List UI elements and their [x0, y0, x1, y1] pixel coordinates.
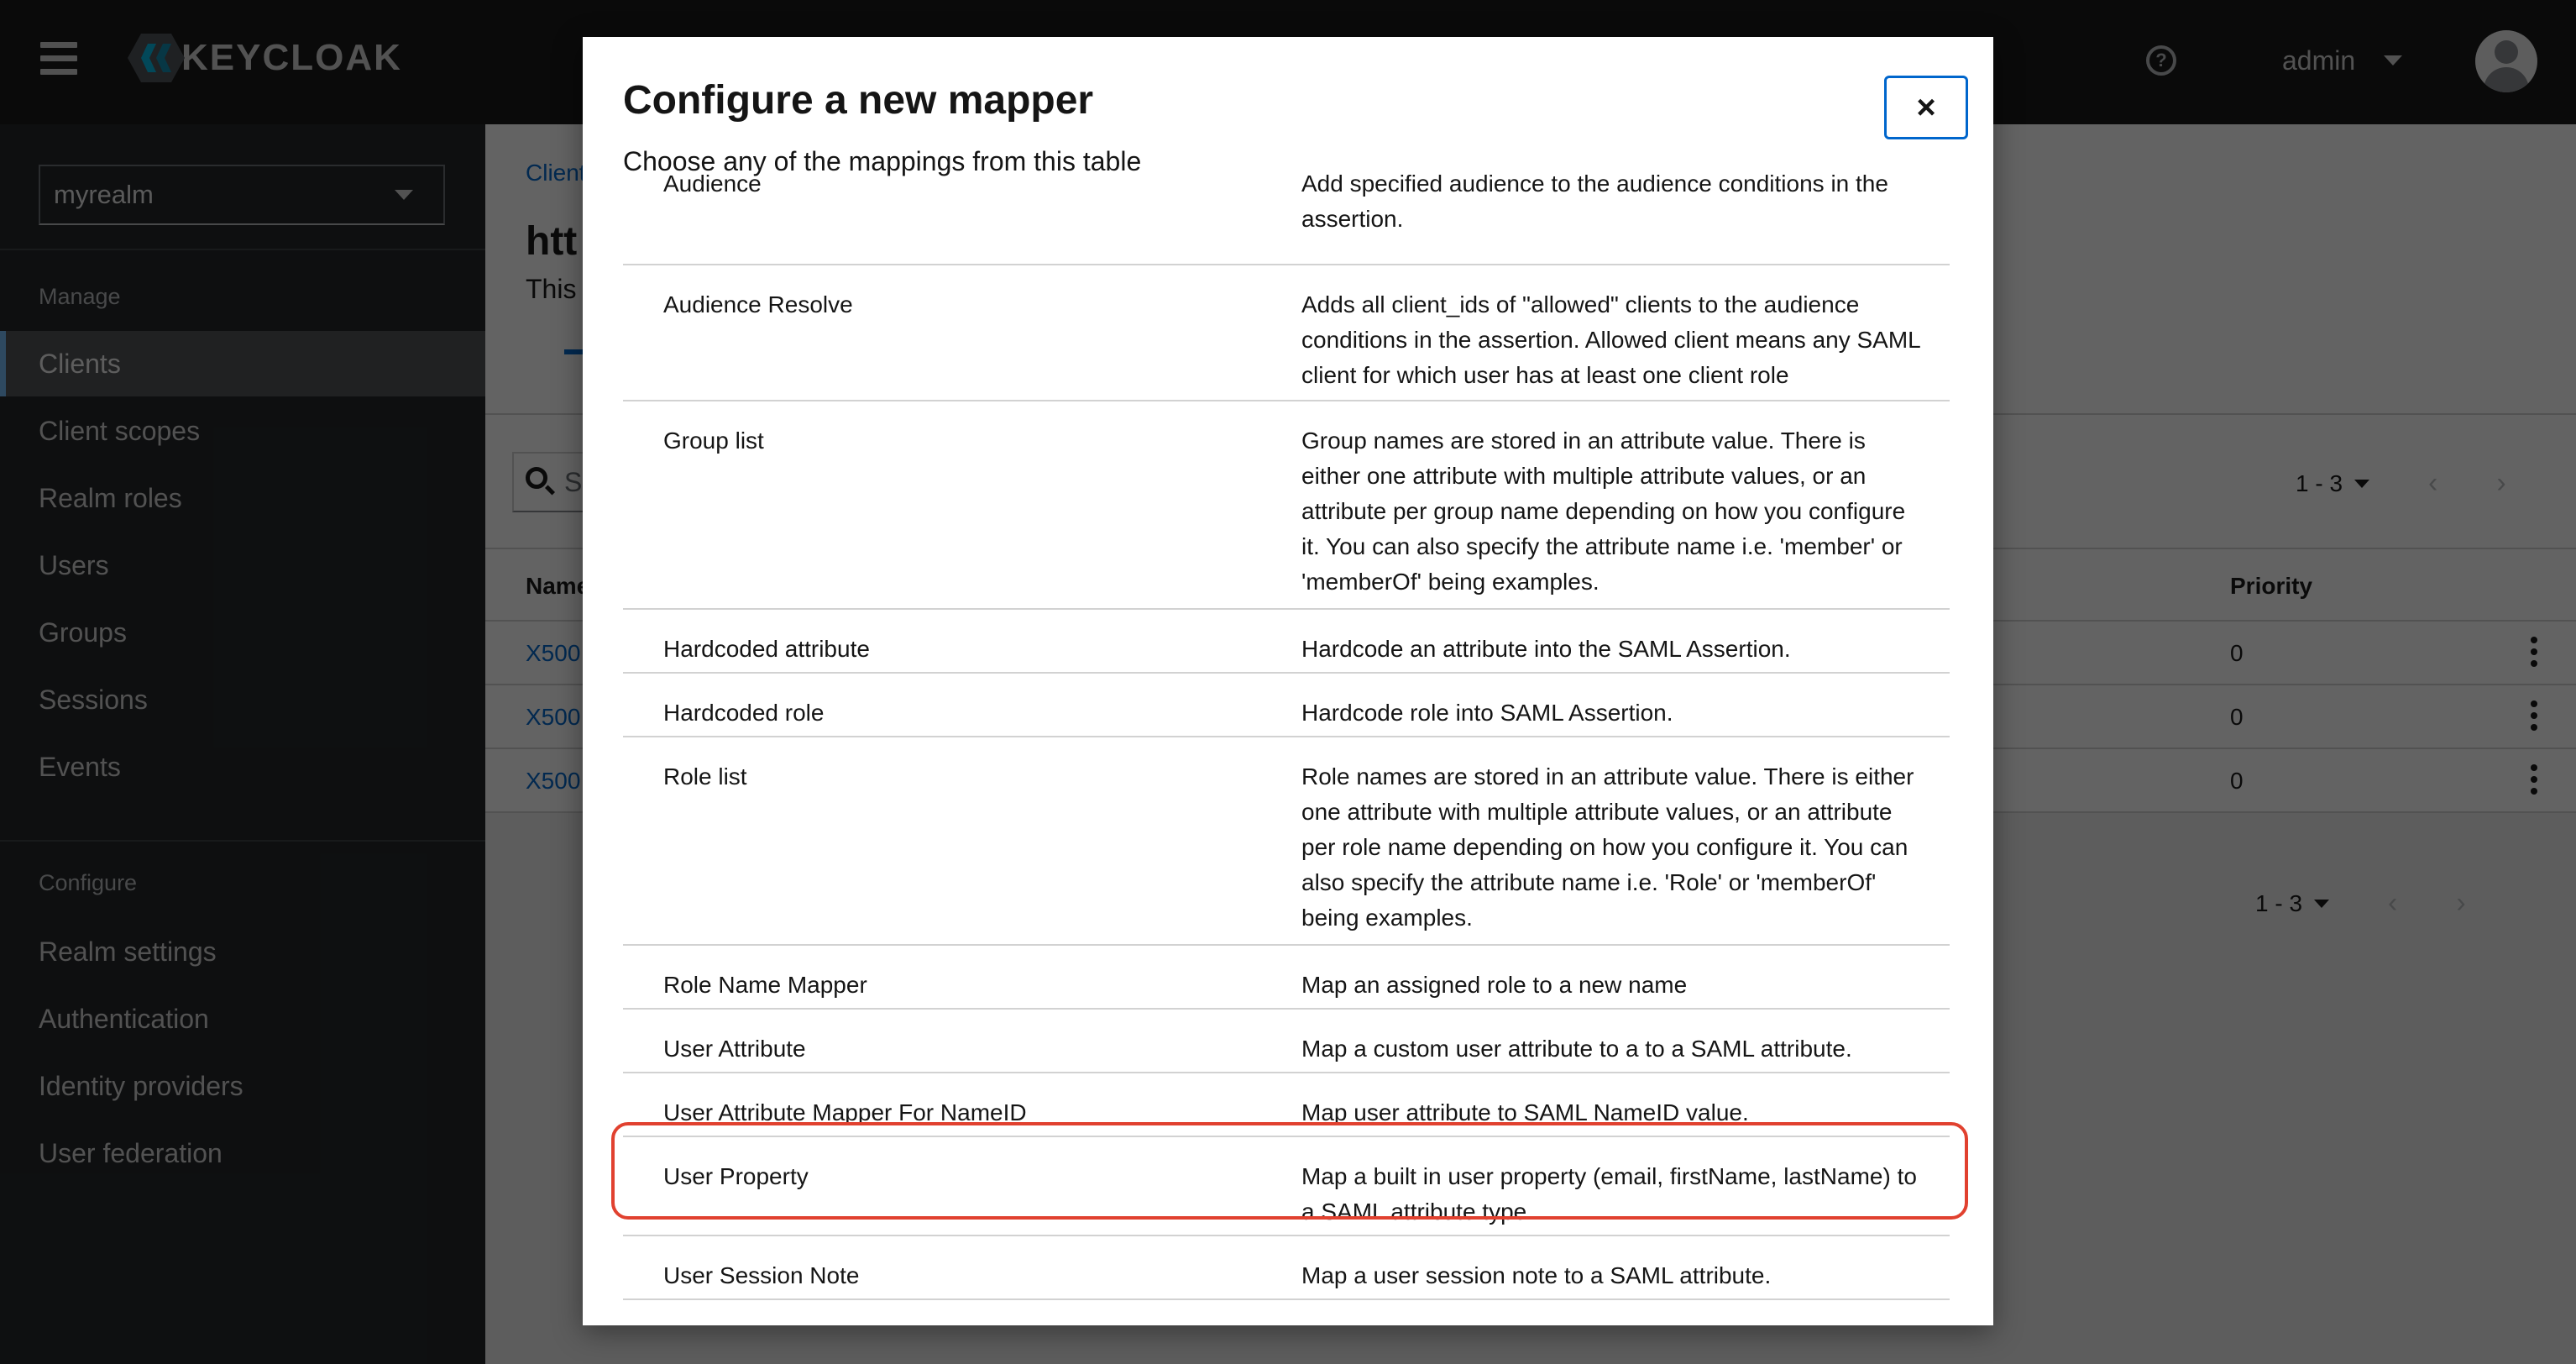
highlight-annotation [611, 1122, 1968, 1220]
mapper-row-group-list[interactable] [623, 401, 1950, 610]
mapper-row-role-list[interactable] [623, 737, 1950, 946]
mapper-description: Role names are stored in an attribute value. There is either one attribute with multiple attribute values, or an attribute per role name depending on how you configure it. You can also specify the attribute name i.e. 'Role' or 'memberOf' being examples. [1301, 763, 1914, 931]
mapper-name: Hardcoded role [663, 700, 825, 726]
mapper-name: User Session Note [663, 1262, 860, 1288]
mapper-name: Hardcoded attribute [663, 636, 870, 662]
mapper-description: Map a custom user attribute to a to a SAML attribute. [1301, 1036, 1852, 1062]
mapper-name: User Attribute Mapper For NameID [663, 1099, 1027, 1125]
mapper-description: Map a user session note to a SAML attribute. [1301, 1262, 1772, 1288]
mapper-description: Add specified audience to the audience conditions in the assertion. [1301, 175, 1888, 232]
mapper-description: Group names are stored in an attribute value. There is either one attribute with multiple attribute values, or an attribute per group name depending on how you configure it. You can also specify the attribute name i.e. 'member' or 'memberOf' being examples. [1301, 428, 1906, 595]
mapper-description: Adds all client_ids of "allowed" clients to the audience conditions in the assertion. Allowed client means any SAML client for which user has at least one client role [1301, 291, 1920, 388]
mapper-row-role-name-mapper[interactable] [623, 946, 1950, 1010]
mapper-name: Role list [663, 763, 747, 790]
mapper-name: Group list [663, 428, 764, 454]
mapper-name: Audience Resolve [663, 291, 853, 317]
mapper-row-hardcoded-role[interactable] [623, 674, 1950, 737]
mapper-description: Map a built in user property (email, firstName, lastName) to a SAML attribute type. [1301, 1163, 1917, 1225]
mapper-row-user-attribute[interactable] [623, 1010, 1950, 1073]
mapper-description: Hardcode role into SAML Assertion. [1301, 700, 1673, 726]
close-button[interactable]: × [1884, 76, 1968, 139]
mapper-name: Audience [663, 175, 762, 197]
mapper-description: Hardcode an attribute into the SAML Assertion. [1301, 636, 1791, 662]
modal-title: Configure a new mapper [623, 78, 1094, 123]
mapper-row-hardcoded-attribute[interactable] [623, 610, 1950, 674]
mapper-row-user-session-note[interactable] [623, 1236, 1950, 1300]
mapper-name: User Attribute [663, 1036, 806, 1062]
mapper-description: Map user attribute to SAML NameID value. [1301, 1099, 1749, 1125]
modal-description: Choose any of the mappings from this table [623, 146, 1142, 176]
mapper-row-audience[interactable] [623, 175, 1950, 265]
mapper-description: Map an assigned role to a new name [1301, 972, 1688, 998]
mapper-name: User Property [663, 1163, 809, 1189]
mapper-row-audience-resolve[interactable] [623, 265, 1950, 401]
mapper-name: Role Name Mapper [663, 972, 867, 998]
